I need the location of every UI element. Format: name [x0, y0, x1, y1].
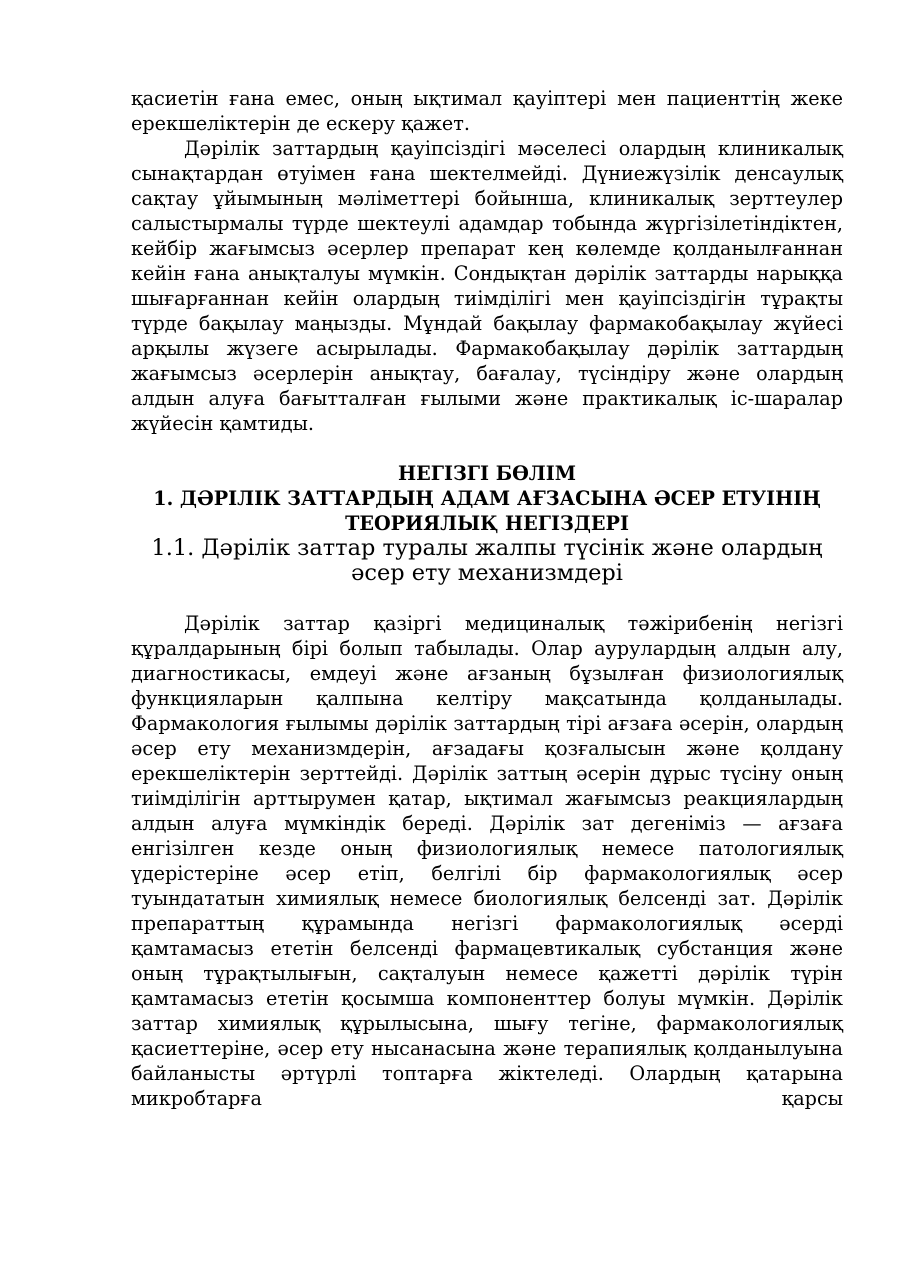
spacer — [131, 436, 843, 461]
paragraph-body: Дәрілік заттар қазіргі медициналық тәжірибенің негізгі құралдарының бірі болып табылады. Олар аурулардың алдын алу, диагностикасы, емдеуі және ағзаның бұзылған физиологиялық функцияларын қалпына келтіру мақсатында қолданылады. Фармакология ғылымы дәрілік заттардың тірі ағзаға әсерін, олардың әсер ету механизмдерін, ағзадағы қозғалысын және қолдану ерекшеліктерін зерттейді. Дәрілік заттың әсерін дұрыс түсіну оның тиімділігін арттырумен қатар, ықтимал жағымсыз реакциялардың алдын алуға мүмкіндік береді. Дәрілік зат дегеніміз — ағзаға енгізілген кезде оның физиологиялық немесе патологиялық үдерістеріне әсер етіп, белгілі бір фармакологиялық әсер туындататын химиялық немесе биологиялық белсенді зат. Дәрілік препараттың құрамында негізгі фармакологиялық әсерді қамтамасыз ететін белсенді фармацевтикалық субстанция және оның тұрақтылығын, сақталуын немесе қажетті дәрілік түрін қамтамасыз ететін қосымша компоненттер болуы мүмкін. Дәрілік заттар химиялық құрылысына, шығу тегіне, фармакологиялық қасиеттеріне, әсер ету нысанасына және терапиялық қолданылуына байланысты әртүрлі топтарға жіктеледі. Олардың қатарына микробтарға қарсы — [131, 612, 843, 1110]
paragraph-safety: Дәрілік заттардың қауіпсіздігі мәселесі олардың клиникалық сынақтардан өтуімен ғана шектелмейді. Дүниежүзілік денсаулық сақтау ұйымының мәліметтері бойынша, клиникалық зерттеулер салыстырмалы түрде шектеулі адамдар тобында жүргізілетіндіктен, кейбір жағымсыз әсерлер препарат кең көлемде қолданылғаннан кейін ғана анықталуы мүмкін. Сондықтан дәрілік заттарды нарыққа шығарғаннан кейін олардың тиімділігі мен қауіпсіздігін тұрақты түрде бақылау маңызды. Мұндай бақылау фармакобақылау жүйесі арқылы жүзеге асырылады. Фармакобақылау дәрілік заттардың жағымсыз әсерлерін анықтау, бағалау, түсіндіру және олардың алдын алуға бағытталған ғылыми және практикалық іс-шаралар жүйесін қамтиды. — [131, 137, 843, 435]
heading-main-part: НЕГІЗГІ БӨЛІМ — [397, 462, 576, 485]
heading-section-1: 1. ДӘРІЛІК ЗАТТАРДЫҢ АДАМ АҒЗАСЫНА ӘСЕР ЕТУІНІҢ ТЕОРИЯЛЫҚ НЕГІЗДЕРІ — [153, 487, 821, 535]
paragraph-intro-end: қасиетін ғана емес, оның ықтимал қауіптері мен пациенттің жеке ерекшеліктерін де ескеру қажет. — [131, 87, 843, 135]
heading-subsection-1-1: 1.1. Дәрілік заттар туралы жалпы түсінік және олардың әсер ету механизмдері — [151, 535, 823, 586]
document-page — [131, 86, 843, 1111]
spacer — [131, 586, 843, 611]
